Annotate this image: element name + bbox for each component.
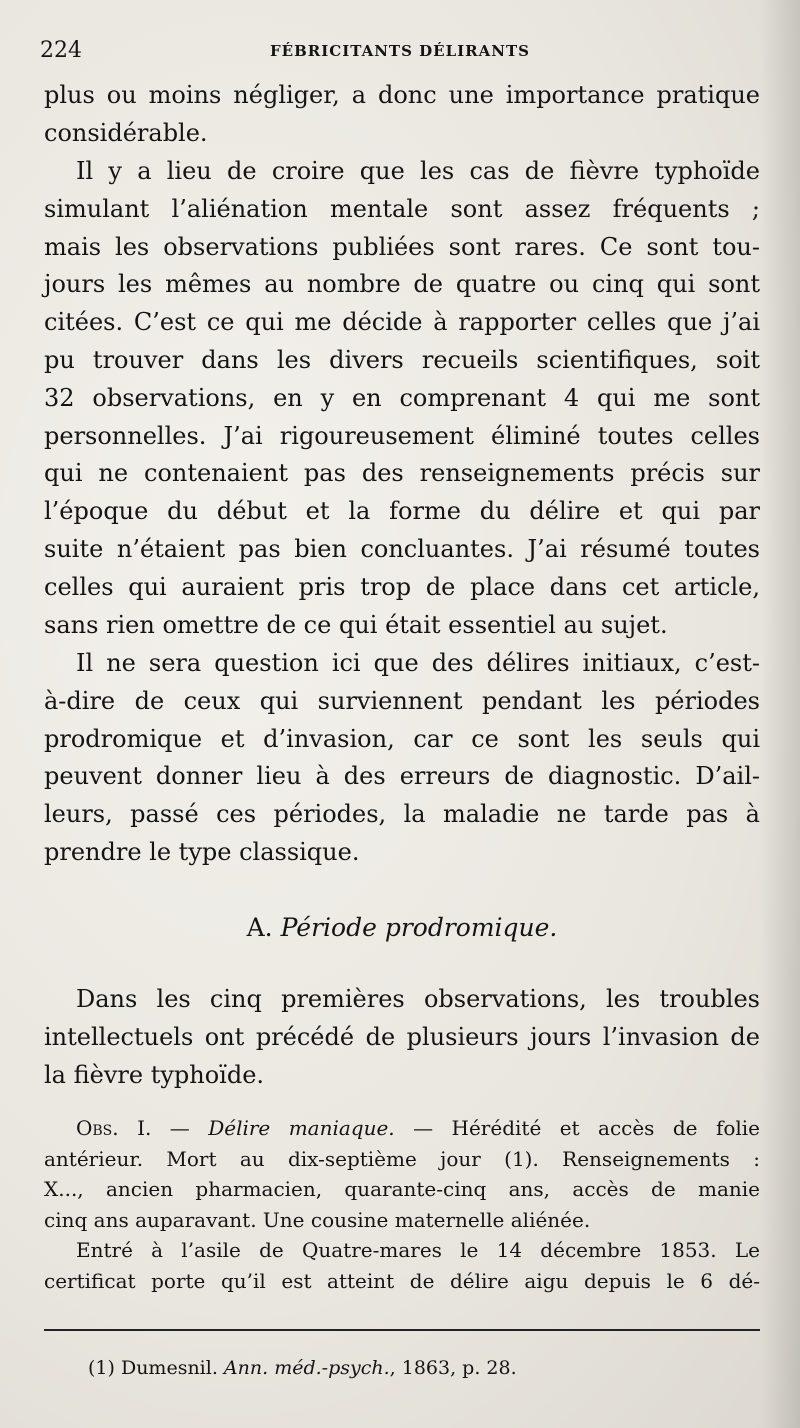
text-line: l’époque du début et la forme du délire et qui par xyxy=(44,497,760,526)
footnote-number: (1) xyxy=(88,1357,115,1379)
text-line: jours les mêmes au nombre de quatre ou cinq qui sont xyxy=(44,270,760,299)
footnote-divider xyxy=(44,1329,760,1331)
page-number: 224 xyxy=(40,38,82,63)
observation-label: Obs. I. xyxy=(76,1116,152,1140)
running-head: FÉBRICITANTS DÉLIRANTS xyxy=(270,42,530,60)
text-line: suite n’étaient pas bien concluantes. J’ai résumé toutes xyxy=(44,534,760,563)
observation-title: Délire maniaque. xyxy=(208,1116,395,1140)
observation-heading-rest: — Hérédité et accès de folie xyxy=(394,1116,761,1140)
text-line: peuvent donner lieu à des erreurs de diagnostic. D’ail- xyxy=(44,762,760,791)
text-line: antérieur. Mort au dix-septième jour (1). Renseignements : xyxy=(44,1146,760,1171)
paragraph-delires-initiaux xyxy=(44,645,760,872)
footnote-journal: Ann. méd.-psych. xyxy=(223,1357,390,1379)
text-line: Entré à l’asile de Quatre-mares le 14 décembre 1853. Le xyxy=(76,1238,760,1262)
text-line: prendre le type classique. xyxy=(44,837,360,866)
text-line: mais les observations publiées sont rares. Ce sont tou- xyxy=(44,232,760,261)
text-line: Il ne sera question ici que des délires initiaux, c’est- xyxy=(76,649,760,677)
paragraph-continuation xyxy=(44,77,760,153)
text-line: citées. C’est ce qui me décide à rapporter celles que j’ai xyxy=(44,308,760,337)
observation-heading-line xyxy=(44,1113,760,1144)
text-line: certificat porte qu’il est atteint de délire aigu depuis le 6 dé- xyxy=(44,1268,760,1293)
text-line: plus ou moins négliger, a donc une importance pratique xyxy=(44,81,760,109)
text-line: simulant l’aliénation mentale sont assez fréquents ; xyxy=(44,194,760,223)
page-header xyxy=(40,38,760,68)
text-line: prodromique et d’invasion, car ce sont les seuls qui xyxy=(44,724,760,753)
section-letter: A. xyxy=(246,913,273,942)
text-line: Dans les cinq premières observations, les troubles xyxy=(76,985,760,1013)
text-line: la fièvre typhoïde. xyxy=(44,1060,265,1089)
text-line: X..., ancien pharmacien, quarante-cinq ans, accès de manie xyxy=(44,1177,760,1201)
text-line: personnelles. J’ai rigoureusement éliminé toutes celles xyxy=(44,421,760,450)
text-line: pu trouver dans les divers recueils scientifiques, soit xyxy=(44,345,760,374)
footnote xyxy=(88,1357,517,1379)
text-line: considérable. xyxy=(44,118,208,147)
section-heading xyxy=(44,913,760,942)
paragraph-observations xyxy=(44,153,760,644)
text-line: celles qui auraient pris trop de place dans cet article, xyxy=(44,572,760,601)
page-edge-shadow xyxy=(760,0,800,1428)
text-line: cinq ans auparavant. Une cousine maternelle aliénée. xyxy=(44,1207,591,1232)
text-line: à-dire de ceux qui surviennent pendant les périodes xyxy=(44,686,760,715)
text-line: leurs, passé ces périodes, la maladie ne tarde pas à xyxy=(44,800,760,829)
paragraph-cinq-observations xyxy=(44,981,760,1094)
observation-1 xyxy=(44,1113,760,1296)
text-line: intellectuels ont précédé de plusieurs jours l’invasion de xyxy=(44,1022,760,1051)
footnote-reference: , 1863, p. 28. xyxy=(389,1357,517,1379)
footnote-author: Dumesnil. xyxy=(114,1357,224,1379)
text-line: 32 observations, en y en comprenant 4 qui me sont xyxy=(44,383,760,412)
text-line: qui ne contenaient pas des renseignements précis sur xyxy=(44,459,760,488)
observation-dash: — xyxy=(151,1116,209,1140)
text-line: sans rien omettre de ce qui était essentiel au sujet. xyxy=(44,610,668,639)
section-title-text: Période prodromique. xyxy=(280,913,558,942)
text-line: Il y a lieu de croire que les cas de fièvre typhoïde xyxy=(76,157,760,185)
